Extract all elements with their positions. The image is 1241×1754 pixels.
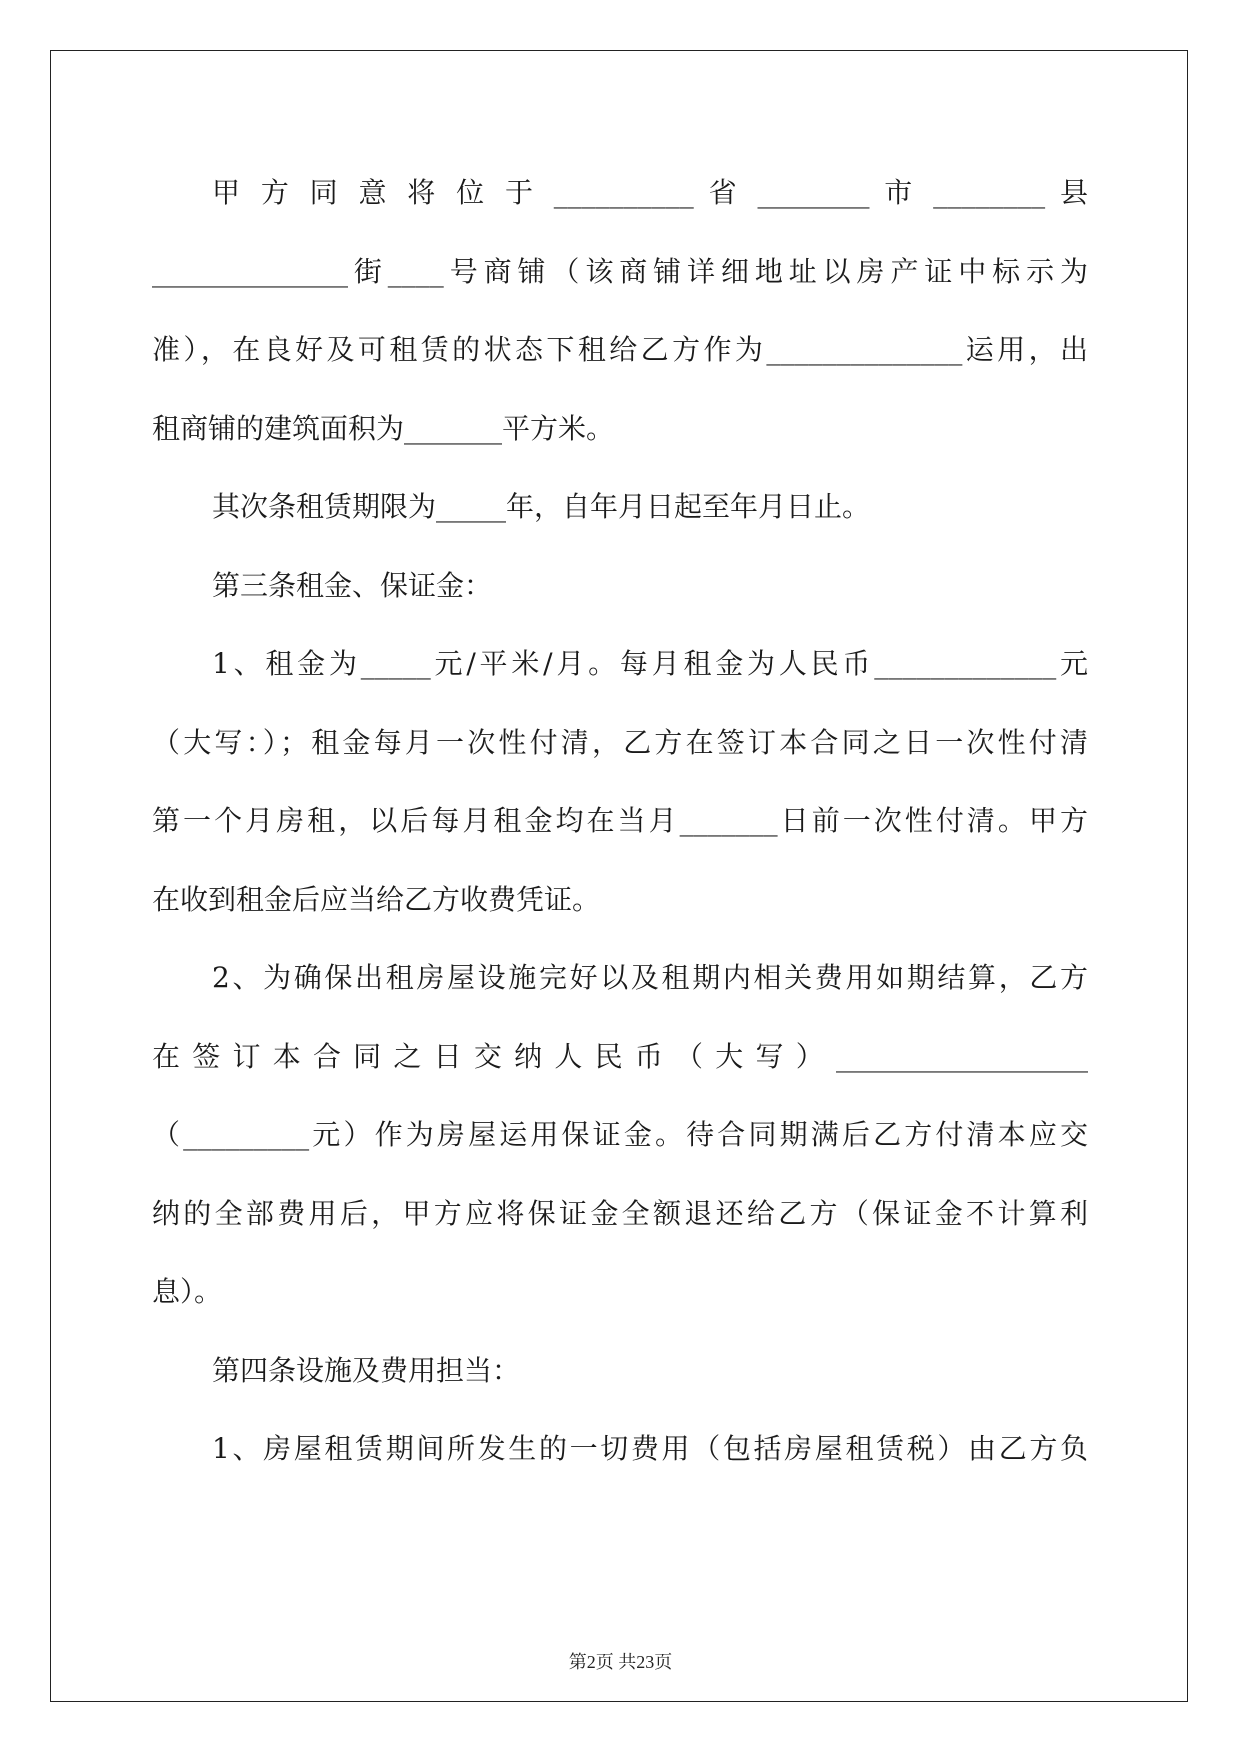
text-line-1: 甲 方 同 意 将 位 于 __________ 省 ________ 市 ________ 县 bbox=[212, 176, 1088, 209]
text-line-5: 其次条租赁期限为_____年，自年月日起至年月日止。 bbox=[212, 490, 871, 523]
document-body bbox=[152, 160, 1088, 1495]
text-line-9: 第一个月房租，以后每月租金均在当月_______日前一次性付清。甲方 bbox=[152, 804, 1088, 837]
text-line-8: （大写：）；租金每月一次性付清，乙方在签订本合同之日一次性付清 bbox=[152, 725, 1088, 759]
text-line-13: （_________元）作为房屋运用保证金。待合同期满后乙方付清本应交 bbox=[152, 1118, 1088, 1151]
text-line-15: 息）。 bbox=[152, 1275, 223, 1308]
page-number: 第2页 共23页 bbox=[568, 1652, 673, 1672]
text-line-3: 准），在良好及可租赁的状态下租给乙方作为______________运用，出 bbox=[152, 333, 1088, 366]
text-line-2: ______________街____号商铺（该商铺详细地址以房产证中标示为 bbox=[152, 254, 1088, 288]
text-line-7: 1、租金为_____元/平米/月。每月租金为人民币_____________元 bbox=[212, 647, 1088, 680]
text-line-4: 租商铺的建筑面积为_______平方米。 bbox=[152, 411, 615, 445]
text-line-16: 第四条设施及费用担当： bbox=[212, 1353, 521, 1387]
text-line-11: 2、为确保出租房屋设施完好以及租期内相关费用如期结算，乙方 bbox=[212, 961, 1088, 994]
text-line-14: 纳的全部费用后，甲方应将保证金全额退还给乙方（保证金不计算利 bbox=[152, 1196, 1088, 1230]
text-line-12: 在 签 订 本 合 同 之 日 交 纳 人 民 币 （ 大 写 ） __________________ bbox=[152, 1039, 1088, 1073]
text-line-17: 1、房屋租赁期间所发生的一切费用（包括房屋租赁税）由乙方负 bbox=[212, 1432, 1088, 1465]
text-line-6: 第三条租金、保证金： bbox=[212, 568, 493, 602]
text-line-10: 在收到租金后应当给乙方收费凭证。 bbox=[152, 882, 601, 916]
